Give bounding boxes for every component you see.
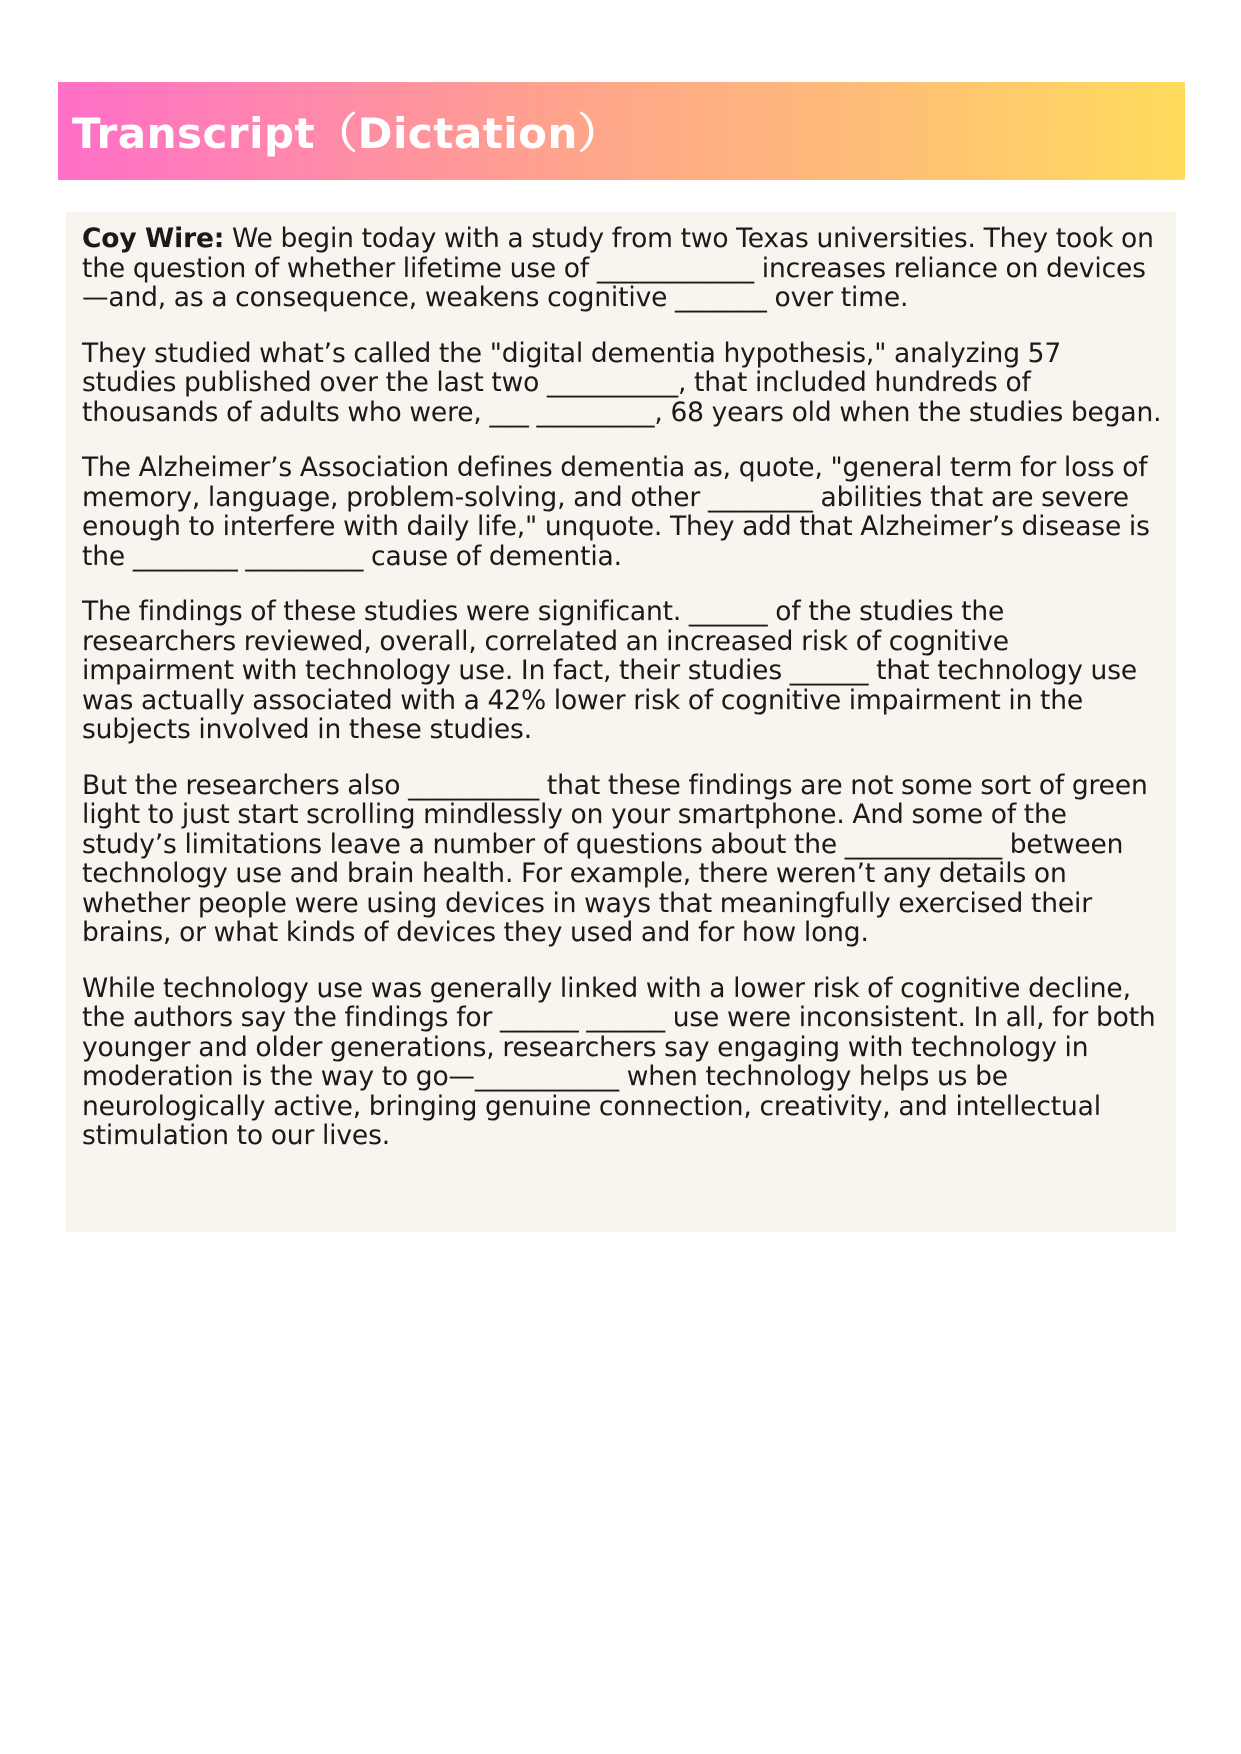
paragraph-text: We begin today with a study from two Texas universities. They took on the question of whether lifetime use of ____________ increases reliance on devices—and, as a consequence, weakens cognitive _______ over time. <box>82 223 1154 313</box>
transcript-paragraph-4: The findings of these studies were significant. ______ of the studies the researchers reviewed, overall, correlated an increased risk of cognitive impairment with technology use. In fact, their studies ______ that technology use was actually associated with a 42% lower risk of cognitive impairment in the subjects involved in these studies. <box>82 596 1138 745</box>
transcript-paragraph-2: They studied what’s called the "digital dementia hypothesis," analyzing 57 studies published over the last two __________, that included hundreds of thousands of adults who were, ___ _________, 68 years old when the studies began. <box>82 337 1162 428</box>
transcript-paragraph-1 <box>82 224 1162 313</box>
header-banner <box>58 82 1185 180</box>
transcript-paragraph-3: The Alzheimer’s Association defines dementia as, quote, "general term for loss of memory, language, problem-solving, and other ________ abilities that are severe enough to interfere with daily life," unquote. They add that Alzheimer’s disease is the ________ _________ cause of dementia. <box>82 452 1150 572</box>
speaker-name: Coy Wire: <box>82 223 225 254</box>
page-title: Transcript（Dictation） <box>72 109 621 158</box>
transcript-paragraph-6: While technology use was generally linked with a lower risk of cognitive decline, the authors say the findings for ______ ______ use were inconsistent. In all, for both younger and older generations, researchers say engaging with technology in moderation is the way to go—___________ when technology helps us be neurologically active, bringing genuine connection, creativity, and intellectual stimulation to our lives. <box>82 972 1156 1151</box>
transcript-paragraph-5: But the researchers also __________ that these findings are not some sort of green light to just start scrolling mindlessly on your smartphone. And some of the study’s limitations leave a number of questions about the ____________ between technology use and brain health. For example, there weren’t any details on whether people were using devices in ways that meaningfully exercised their brains, or what kinds of devices they used and for how long. <box>82 769 1148 948</box>
transcript-box <box>66 212 1176 1232</box>
